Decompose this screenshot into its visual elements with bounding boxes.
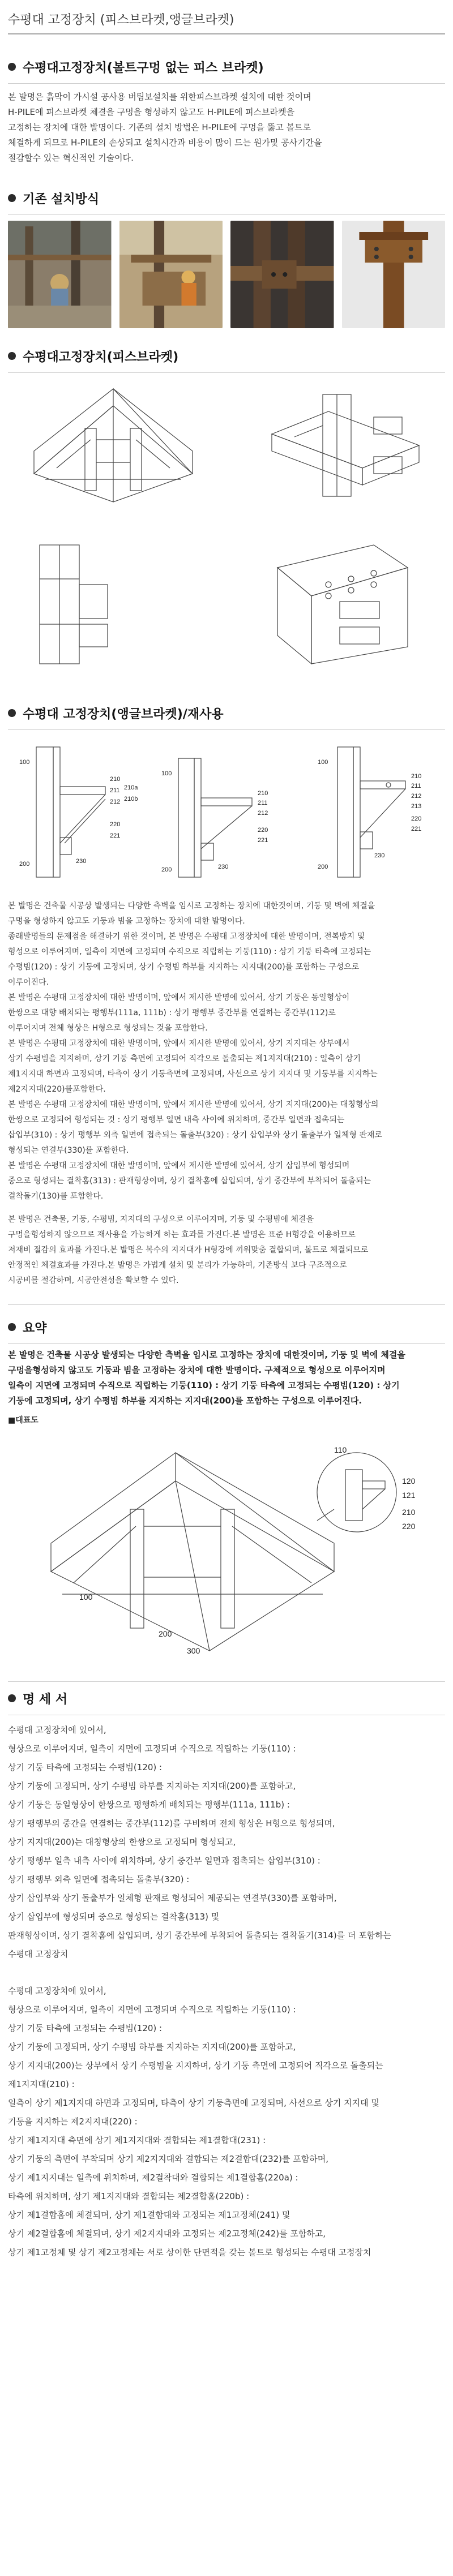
- text-line: 수평대 고정장치에 있어서,: [8, 1725, 106, 1735]
- part-label: 230: [76, 858, 87, 865]
- section-bullet-icon: [8, 63, 16, 71]
- text-line: 중으로 형성되는 결착홈(313) : 판재형상이며, 상기 결착홈에 삽입되며, 상기 중간부에 부착되어 돌출되는: [8, 1177, 371, 1186]
- text-line: 기둥을 지지하는 제2지지대(220) :: [8, 2116, 138, 2127]
- section-bullet-icon: [8, 1694, 16, 1702]
- text-line: 일측이 상기 제1지지대 하면과 고정되며, 타측이 상기 기둥측면에 고정되며, 사선으로 상기 지지대 및: [8, 2098, 379, 2108]
- representative-figure-label: ■대표도: [8, 1416, 39, 1425]
- text-line: 한쌍으로 고정되어 형성되는 것 : 상기 평행부 일면 내측 사이에 위치하며, 중간부 일면과 접촉되는: [8, 1115, 345, 1124]
- section-title: 수평대고정장치(피스브라켓): [23, 350, 179, 364]
- page-title: 수평대 고정장치 (피스브라켓,앵글브라켓): [8, 13, 234, 27]
- construction-photo: [230, 221, 334, 328]
- text-line: 수평빔(120) : 상기 기둥에 고정되며, 상기 수평빔 하부를 지지하는 지지대(200)를 포함하는 구성으로: [8, 963, 360, 972]
- construction-photo: [342, 221, 446, 328]
- text-line: 수평대 고정장치에 있어서,: [8, 1986, 106, 1996]
- text-line: 상기 제1지지대 측면에 상기 제1지지대와 결합되는 제1결합대(231) :: [8, 2135, 266, 2145]
- part-label: 100: [318, 759, 328, 766]
- text-line: 이루어진다.: [8, 978, 49, 987]
- text-line: 저재비 절감의 효과를 가진다.본 발명은 복수의 지지대가 H형강에 끼워맞춤 결합되며, 볼트로 체결되므로: [8, 1246, 369, 1255]
- part-label: 210: [258, 790, 268, 797]
- part-label: 211: [411, 783, 421, 789]
- text-line: 본 발명은 수평대 고정장치에 대한 발명이며, 앞에서 제시한 발명에 있어서, 상기 삽입부에 형성되며: [8, 1161, 350, 1170]
- text-line: 상기 지지대(200)는 대칭형상의 한쌍으로 고정되며 형성되고,: [8, 1837, 236, 1847]
- part-label: 200: [159, 1629, 172, 1638]
- part-label: 210a: [124, 784, 138, 791]
- part-label: 220: [402, 1522, 416, 1531]
- text-line: 상기 제1고정체 및 상기 제2고정체는 서로 상이한 단면적을 갖는 볼트로 형성되는 수평대 고정장치: [8, 2247, 371, 2257]
- part-label: 300: [187, 1646, 200, 1655]
- construction-photo: [8, 221, 112, 328]
- text-line: 본 발명은 건축물 시공상 발생되는 다양한 측벽을 임시로 고정하는 장치에 대한것이며, 기둥 및 벽에 체결을: [8, 901, 375, 911]
- part-label: 200: [161, 866, 172, 873]
- part-label: 211: [110, 787, 120, 794]
- bracket-detail-drawing: [260, 383, 430, 508]
- section-header-existing-method: [0, 182, 453, 214]
- text-line: 체결하게 되므로 H-PILE의 손상되고 설치시간과 비용이 많이 드는 원가및 공사기간을: [8, 138, 322, 148]
- text-line: 상기 기둥은 동일형상이 한쌍으로 평행하게 배치되는 평행부(111a, 111b) :: [8, 1800, 290, 1810]
- text-line: 수평대 고정장치: [8, 1949, 69, 1959]
- section-divider: [8, 1304, 445, 1305]
- part-label: 210: [402, 1508, 416, 1517]
- text-line: 일측이 지면에 고정되며 수직으로 직립하는 기둥(110) : 상기 기둥 타측에 고정되는 수평빔(120) : 상기: [8, 1380, 400, 1390]
- text-line: 상기 지지대(200)는 상부에서 상기 수평빔을 지지하며, 상기 기둥 측면에 고정되어 직각으로 돌출되는: [8, 2060, 383, 2071]
- text-line: 이루어지며 전체 형상은 H형으로 형성되는 것을 포함한다.: [8, 1024, 208, 1033]
- drawing-row: [0, 523, 453, 680]
- text-line: 제1지지대 하면과 고정되며, 타측이 상기 기둥측면에 고정되며, 사선으로 상기 지지대 및 기둥부를 지지하는: [8, 1070, 378, 1079]
- text-line: 절감할수 있는 혁신적인 기술이다.: [8, 153, 134, 163]
- section-header-specification: [0, 1682, 453, 1715]
- part-label: 100: [79, 1592, 93, 1602]
- text-line: 판재형상이며, 상기 결착홈에 삽입되며, 상기 중간부에 부착되어 돌출되는 결착돌기(314)를 더 포함하는: [8, 1930, 392, 1940]
- text-line: 상기 기둥에 고정되며, 상기 수평빔 하부를 지지하는 지지대(200)를 포함하고,: [8, 2042, 296, 2052]
- text-line: 제1지지대(210) :: [8, 2079, 75, 2089]
- specification-text: [0, 1715, 453, 2268]
- part-label: 121: [402, 1491, 416, 1500]
- part-label: 230: [374, 852, 385, 859]
- section-title: 요약: [23, 1321, 47, 1336]
- section-header-piece-bracket: [0, 50, 453, 83]
- text-line: 안정적인 체결효과를 가진다.본 발명은 가볍게 설치 및 분리가 가능하여, 기존방식 보다 구조적으로: [8, 1261, 347, 1270]
- text-line: 본 발명은 수평대 고정장치에 대한 발명이며, 앞에서 제시한 발명에 있어서, 상기 기둥은 동일형상이: [8, 993, 350, 1002]
- text-line: 상기 삽입부에 형성되며 중으로 형성되는 결착홈(313) 및: [8, 1912, 220, 1922]
- part-label: 212: [411, 793, 422, 800]
- section-title: 명 세 서: [23, 1692, 68, 1707]
- part-label: 210: [411, 773, 422, 780]
- text-line: 형상으로 이루어지며, 일측이 지면에 고정되며 수직으로 직립하는 기둥(110) :: [8, 1744, 296, 1754]
- part-label: 220: [110, 821, 121, 828]
- text-line: 상기 수평빔을 지지하며, 상기 기둥 측면에 고정되어 직각으로 돌출되는 제1지지대(210) : 일측이 상기: [8, 1054, 361, 1063]
- text-line: 상기 기둥의 측면에 부착되며 상기 제2지지대와 결합되는 제2결합대(232)를 포함하며,: [8, 2154, 329, 2164]
- part-label: 210: [110, 776, 121, 783]
- description-text: [0, 894, 453, 1293]
- part-label: 220: [258, 827, 268, 834]
- text-line: 상기 기둥 타측에 고정되는 수평빔(120) :: [8, 1762, 163, 1772]
- text-line: 구멍을형성하지 않고도 기둥과 빔을 고정하는 장치에 대한 발명이다. 구체적으로 형성으로 이루어지며: [8, 1365, 386, 1375]
- bracket-plate-drawing: [260, 534, 430, 669]
- text-line: 본 발명은 흙막이 가시설 공사용 버팀보설치를 위한피스브라켓 설치에 대한 것이며: [8, 92, 311, 102]
- text-line: 상기 제2결합홈에 체결되며, 상기 제2지지대와 고정되는 제2고정체(242)를 포함하고,: [8, 2229, 326, 2239]
- text-line: 상기 평행부 외측 일면에 접촉되는 돌출부(320) :: [8, 1874, 190, 1884]
- bracket-side-drawing: [23, 534, 125, 669]
- text-line: 타측에 위치하며, 상기 제1지지대와 결합되는 제2결합홈(220b) :: [8, 2191, 250, 2201]
- section-header-piece-bracket-drawings: [0, 340, 453, 372]
- section-header-angle-bracket: [0, 697, 453, 729]
- part-label: 211: [258, 800, 268, 806]
- text-line: 본 발명은 수평대 고정장치에 대한 발명이며, 앞에서 제시한 발명에 있어서, 상기 지지대는 상부에서: [8, 1039, 350, 1048]
- part-label: 110: [334, 1445, 347, 1454]
- text-line: 구멍을 형성하지 않고도 기둥과 빔을 고정하는 장치에 대한 발명이다.: [8, 917, 245, 926]
- section-bullet-icon: [8, 709, 16, 717]
- angle-bracket-drawings: [0, 730, 453, 894]
- section-title: 수평대 고정장치(앵글브라켓)/재사용: [23, 707, 224, 722]
- part-label: 212: [110, 798, 121, 805]
- text-line: 본 발명은 수평대 고정장치에 대한 발명이며, 앞에서 제시한 발명에 있어서, 상기 지지대(200)는 대칭형상의: [8, 1100, 379, 1109]
- part-label: 213: [411, 803, 422, 810]
- text-line: 상기 평행부의 중간을 연결하는 중간부(112)를 구비하며 전체 형상은 H형으로 형성되며,: [8, 1818, 335, 1828]
- section-bullet-icon: [8, 1323, 16, 1331]
- section-title: 기존 설치방식: [23, 192, 100, 207]
- text-line: 상기 삽입부와 상기 돌출부가 일체형 판재로 형성되어 제공되는 연결부(330)를 포함하며,: [8, 1893, 337, 1903]
- text-line: H-PILE에 피스브라켓 체결을 구멍을 형성하지 않고도 H-PILE에 피스브라켓을: [8, 107, 295, 117]
- summary-text: [0, 1344, 453, 1409]
- text-line: 형성되는 연결부(330)를 포함한다.: [8, 1146, 129, 1155]
- representative-figure: [17, 1430, 436, 1656]
- text-line: 상기 평행부 일측 내측 사이에 위치하며, 상기 중간부 일면과 접촉되는 삽입부(310) :: [8, 1856, 320, 1866]
- text-line: 기둥에 고정되며, 상기 수평빔 하부를 지지하는 지지대(200)를 포함하는 구성으로 이루어진다.: [8, 1396, 362, 1406]
- text-line: 형성으로 이루어지며, 일측이 지면에 고정되며 수직으로 직립하는 기둥(110) : 상기 기둥 타측에 고정되는: [8, 947, 371, 956]
- part-label: 212: [258, 810, 268, 817]
- intro-paragraph: [0, 84, 453, 166]
- part-label: 100: [161, 770, 172, 777]
- text-line: 한쌍으로 대향 배치되는 평행부(111a, 111b) : 상기 평행부 중간부를 연결하는 중간부(112)로: [8, 1008, 336, 1017]
- representative-drawing: [0, 1428, 453, 1659]
- text-line: 본 발명은 건축물 시공상 발생되는 다양한 측벽을 임시로 고정하는 장치에 대한것이며, 기둥 및 벽에 체결을: [8, 1350, 405, 1360]
- angle-bracket-drawing-3: [304, 741, 445, 883]
- part-label: 100: [19, 759, 30, 766]
- part-label: 221: [110, 832, 121, 839]
- angle-bracket-drawing-2: [156, 741, 297, 883]
- section-header-summary: [0, 1311, 453, 1343]
- part-label: 200: [318, 864, 328, 870]
- part-label: 230: [218, 864, 229, 870]
- part-label: 221: [411, 826, 422, 832]
- section-title: 수평대고정장치(볼트구멍 없는 피스 브라켓): [23, 61, 264, 75]
- part-label: 120: [402, 1476, 416, 1486]
- text-line: 형상으로 이루어지며, 일측이 지면에 고정되며 수직으로 직립하는 기둥(110) :: [8, 2004, 296, 2015]
- text-line: 고정하는 장치에 대한 발명이다. 기존의 설치 방법은 H-PILE에 구멍을 뚫고 볼트로: [8, 122, 311, 132]
- drawing-row: [0, 373, 453, 523]
- part-label: 221: [258, 837, 268, 844]
- text-line: 상기 기둥 타측에 고정되는 수평빔(120) :: [8, 2023, 163, 2033]
- section-bullet-icon: [8, 352, 16, 360]
- construction-photo: [119, 221, 223, 328]
- angle-bracket-drawing-1: [8, 741, 149, 883]
- section-bullet-icon: [8, 194, 16, 202]
- part-label: 220: [411, 815, 422, 822]
- part-label: 200: [19, 861, 30, 868]
- text-line: 본 발명은 건축물, 기둥, 수평빔, 지지대의 구성으로 이루어지며, 기둥 및 수평빔에 체결을: [8, 1215, 314, 1224]
- text-line: 결착돌기(130)를 포함한다.: [8, 1192, 104, 1201]
- bracket-assembly-drawing: [23, 383, 204, 508]
- part-label: 210b: [124, 796, 138, 802]
- text-line: 상기 기둥에 고정되며, 상기 수평빔 하부를 지지하는 지지대(200)를 포함하고,: [8, 1781, 296, 1791]
- text-line: 구멍을형성하지 않으므로 재사용을 가능하게 하는 효과를 가진다.본 발명은 표준 H형강을 이용하므로: [8, 1230, 356, 1239]
- text-line: 삽입부(310) : 상기 평행부 외측 일면에 접촉되는 돌출부(320) : 상기 삽입부와 상기 돌출부가 일체형 판재로: [8, 1131, 382, 1140]
- photo-row: [0, 215, 453, 334]
- text-line: 상기 제1결합홈에 체결되며, 상기 제1결합대와 고정되는 제1고정체(241) 및: [8, 2210, 290, 2220]
- text-line: 제2지지대(220)를포함한다.: [8, 1085, 106, 1094]
- text-line: 종래발명들의 문제점을 해결하기 위한 것이며, 본 발명은 수평대 고정장치에 대한 발명이며, 전복방지 및: [8, 932, 365, 941]
- text-line: 시공비를 절감하며, 시공안전성을 확보할 수 있다.: [8, 1276, 179, 1285]
- text-line: 상기 제1지지대는 일측에 위치하며, 제2결착대와 결합되는 제1결합홈(220a) :: [8, 2173, 298, 2183]
